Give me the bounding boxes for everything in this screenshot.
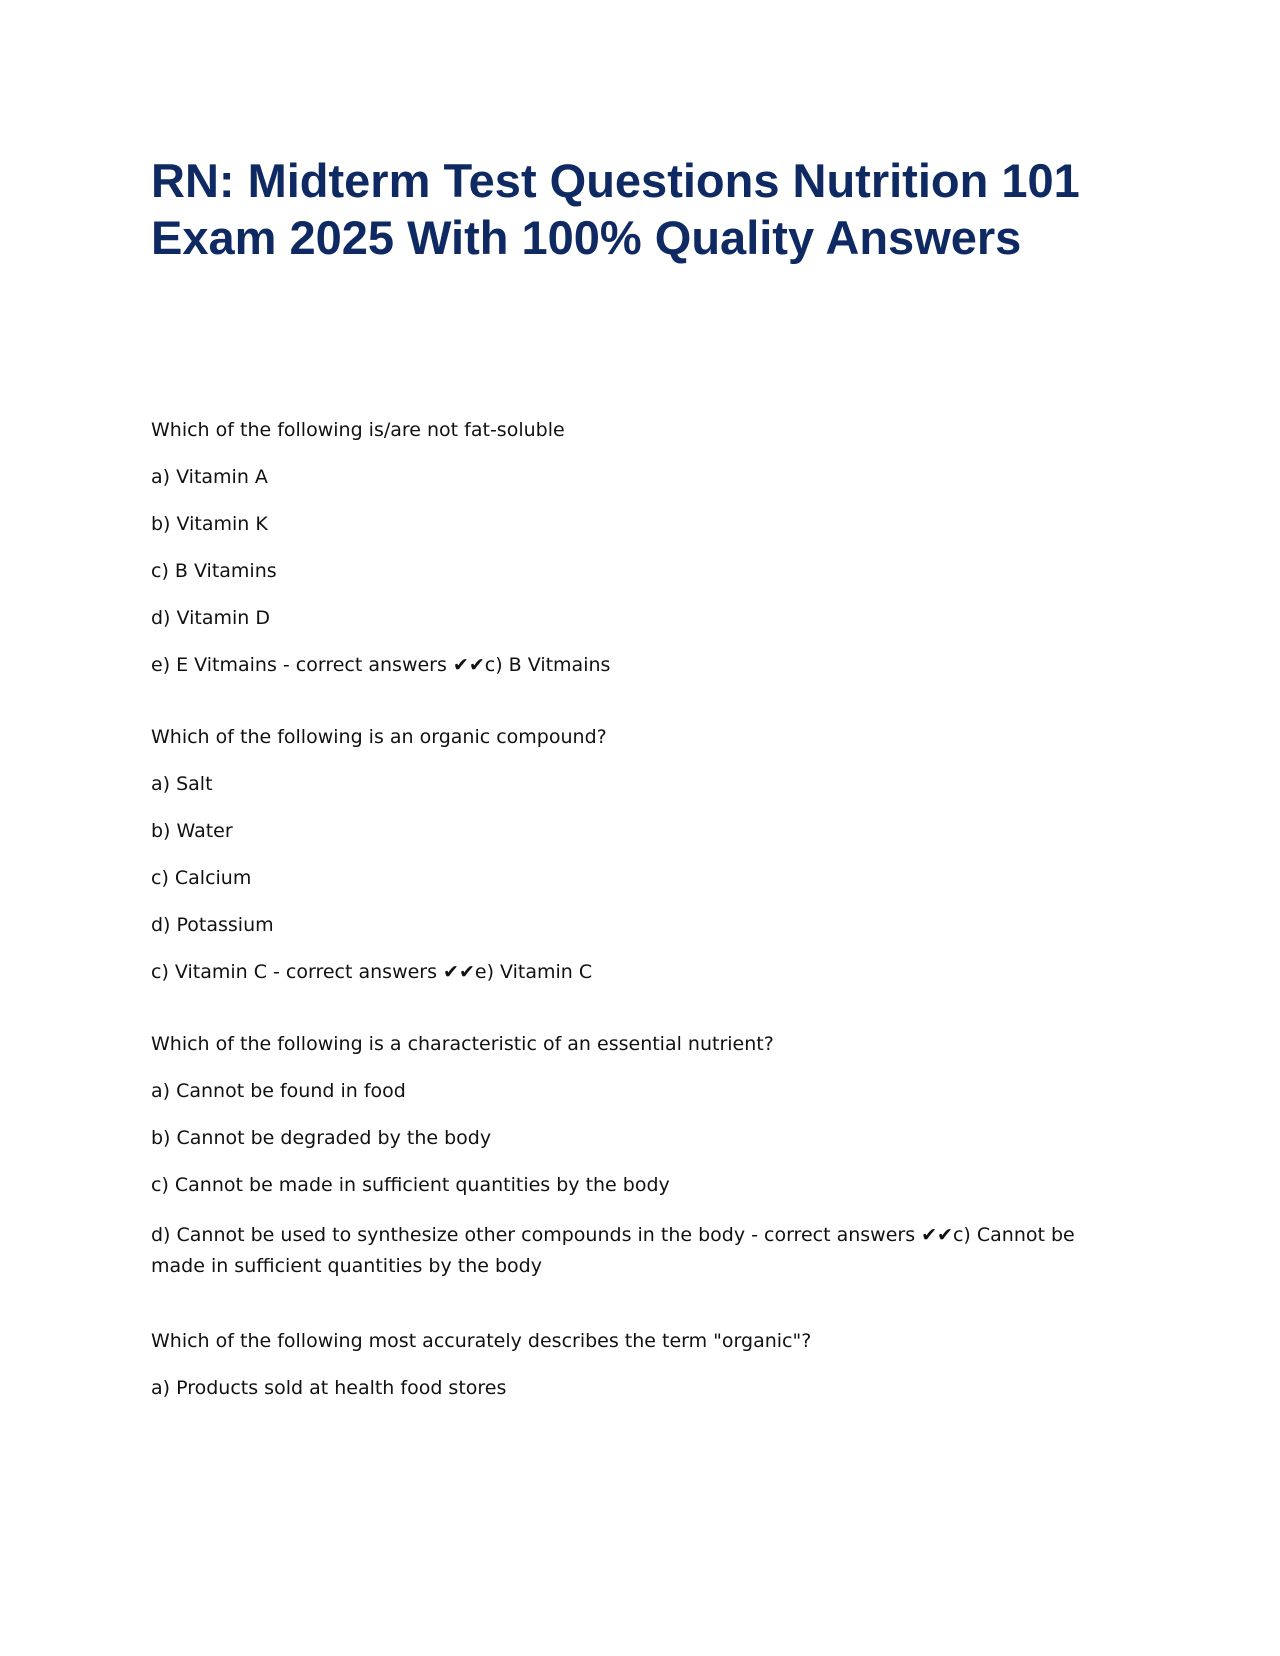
question-list — [151, 418, 1131, 1448]
question-text: Which of the following is an organic compound? — [151, 726, 607, 748]
question-block-4 — [151, 1329, 1131, 1401]
answer-option: b) Cannot be degraded by the body — [151, 1127, 492, 1149]
answer-option: b) Vitamin K — [151, 513, 268, 535]
question-block-1 — [151, 418, 1131, 678]
document-title: RN: Midterm Test Questions Nutrition 101 Exam 2025 With 100% Quality Answers — [151, 154, 1080, 264]
answer-option: c) Cannot be made in sufficient quantities by the body — [151, 1174, 670, 1196]
answer-option: a) Products sold at health food stores — [151, 1377, 507, 1399]
answer-option-with-correct-answer: d) Cannot be used to synthesize other compounds in the body - correct answers ✔✔c) Cannot be made in sufficient quantities by the body — [151, 1224, 1075, 1277]
answer-option: a) Cannot be found in food — [151, 1080, 406, 1102]
question-text: Which of the following is a characteristic of an essential nutrient? — [151, 1033, 774, 1055]
question-text: Which of the following most accurately describes the term "organic"? — [151, 1330, 812, 1352]
question-block-2 — [151, 725, 1131, 985]
answer-option: a) Salt — [151, 773, 213, 795]
answer-option: c) B Vitamins — [151, 560, 277, 582]
answer-option: c) Calcium — [151, 867, 252, 889]
answer-option: d) Vitamin D — [151, 607, 270, 629]
answer-option: a) Vitamin A — [151, 466, 268, 488]
answer-option: d) Potassium — [151, 914, 274, 936]
answer-option-with-correct-answer: e) E Vitmains - correct answers ✔✔c) B Vitmains — [151, 654, 611, 676]
question-text: Which of the following is/are not fat-soluble — [151, 419, 565, 441]
answer-option-with-correct-answer: c) Vitamin C - correct answers ✔✔e) Vitamin C — [151, 961, 593, 983]
answer-option: b) Water — [151, 820, 233, 842]
question-block-3 — [151, 1032, 1131, 1282]
